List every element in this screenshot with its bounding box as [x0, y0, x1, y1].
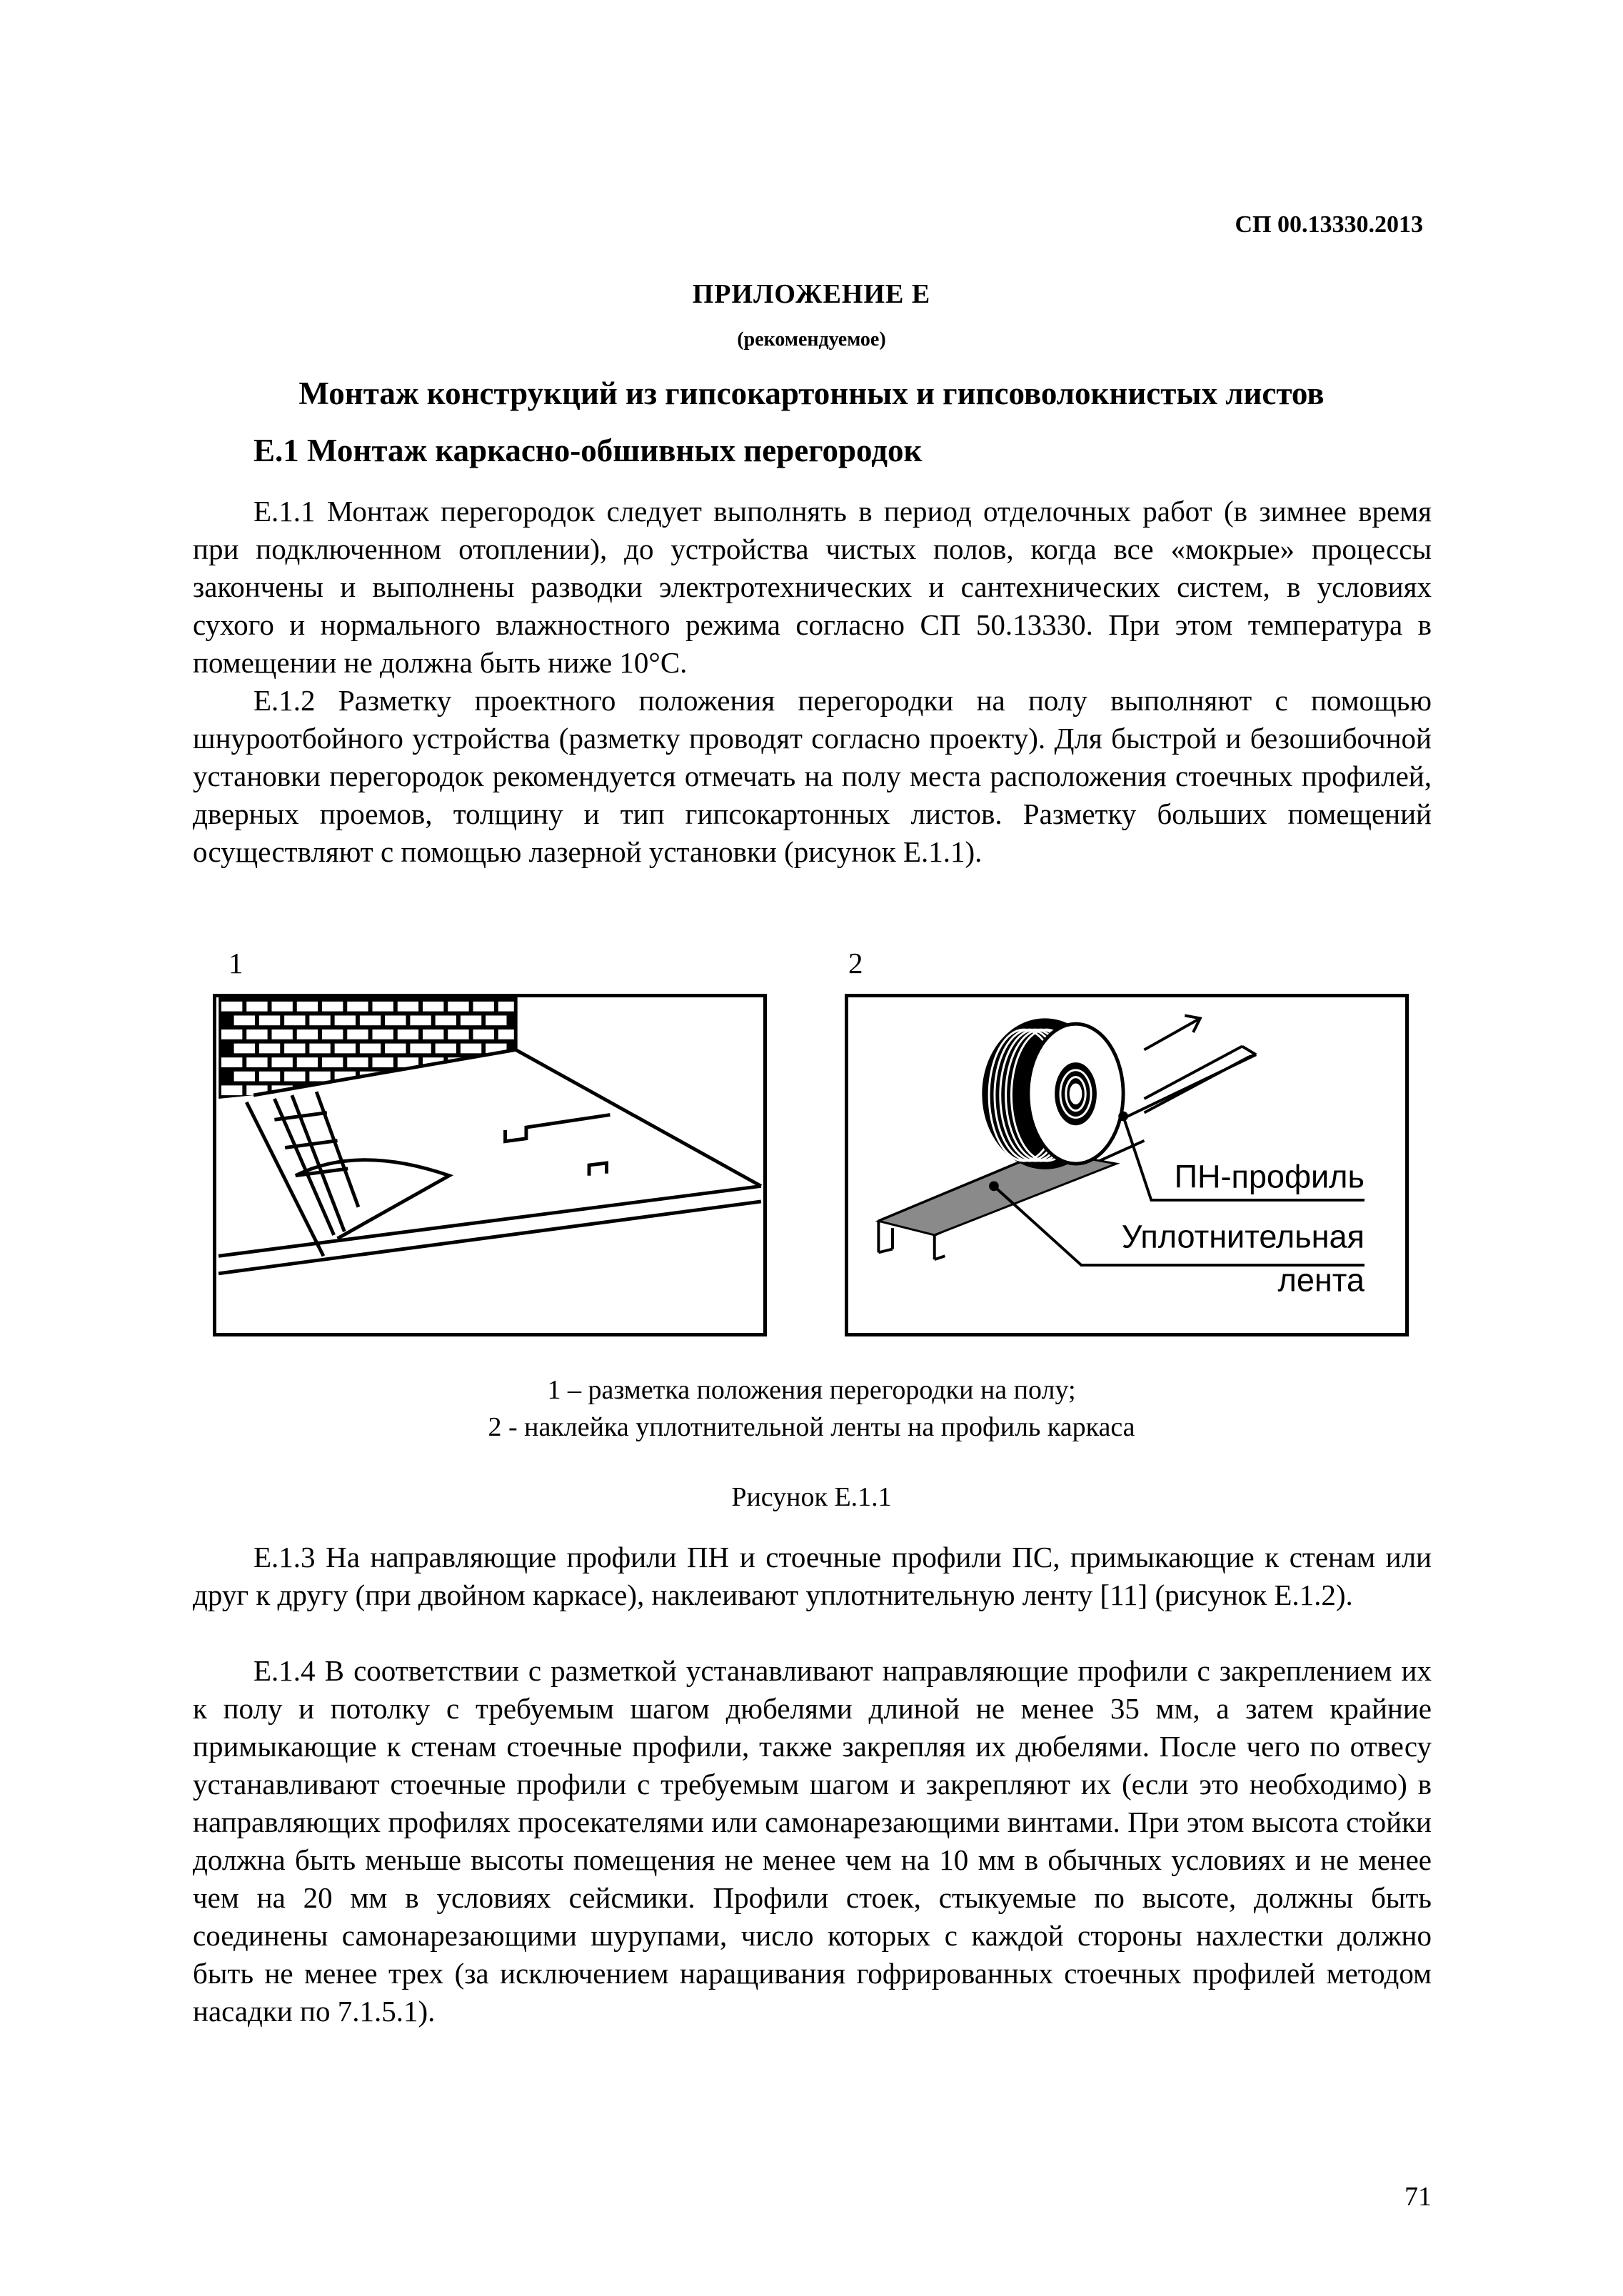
paragraph-e-1-3: Е.1.3 На направляющие профили ПН и стоечные профили ПС, примыкающие к стенам или друг к другу (при двойном каркасе), наклеивают уплотнительную ленту [11] (рисунок Е.1.2). [193, 1541, 1432, 1611]
figure-title: Рисунок Е.1.1 [731, 1482, 892, 1512]
appendix-note: (рекомендуемое) [737, 328, 886, 351]
paragraph-e-1-1: Е.1.1 Монтаж перегородок следует выполнять в период отделочных работ (в зимнее время при подключенном отоплении), до устройства чистых полов, когда все «мокрые» процессы закончены и выполнены разводки электротехнических и сантехнических систем, в условиях сухого и нормального влажностного режима согласно СП 50.13330. При этом температура в помещении не должна быть ниже 10°С. [193, 495, 1432, 679]
figure-panel-2-number: 2 [848, 947, 863, 980]
sealing-tape-drawing [848, 997, 1405, 1333]
appendix-title: ПРИЛОЖЕНИЕ Е [692, 279, 931, 309]
page-number: 71 [1405, 2182, 1432, 2212]
label-pn-profile: ПН-профиль [1174, 1158, 1365, 1195]
section-title: Е.1 Монтаж каркасно-обшивных перегородок [253, 433, 923, 468]
direction-arrow [1144, 1015, 1200, 1049]
main-title: Монтаж конструкций из гипсокартонных и гипсоволокнистых листов [298, 376, 1325, 411]
label-sealing-tape-line2: лента [1277, 1262, 1365, 1299]
floor-marking-drawing [216, 997, 763, 1333]
brick-wall [218, 997, 519, 1102]
paragraph-e-1-2: Е.1.2 Разметку проектного положения перегородки на полу выполняют с помощью шнуроотбойного устройства (разметку проводят согласно проекту). Для быстрой и безошибочной установки перегородок рекомендуется отмечать на полу места расположения стоечных профилей, дверных проемов, толщину и тип гипсокартонных листов. Разметку больших помещений осуществляют с помощью лазерной установки (рисунок Е.1.1). [193, 684, 1432, 868]
figure-panel-floor-marking [213, 994, 767, 1336]
tape-roll [982, 1018, 1123, 1169]
paragraph-e-1-4: Е.1.4 В соответствии с разметкой устанавливают направляющие профили с закреплением их к полу и потолку с требуемым шагом дюбелями длиной не менее 35 мм, а затем крайние примыкающие к стенам стоечные профили, также закрепляя их дюбелями. После чего по отвесу устанавливают стоечные профили с требуемым шагом и закрепляют их (если это необходимо) в направляющих профилях просекателями или самонарезающими винтами. При этом высота стойки должна быть меньше высоты помещения не менее чем на 10 мм в обычных условиях и не менее чем на 20 мм в условиях сейсмики. Профили стоек, стыкуемые по высоте, должны быть соединены самонарезающими шурупами, число которых с каждой стороны нахлестки должно быть не менее трех (за исключением наращивания гофрированных стоечных профилей методом насадки по 7.1.5.1). [193, 1654, 1432, 2028]
label-sealing-tape-line1: Уплотнительная [1121, 1218, 1365, 1255]
figure-caption-line-2: 2 - наклейка уплотнительной ленты на профиль каркаса [488, 1412, 1135, 1442]
figure-caption-line-1: 1 – разметка положения перегородки на полу; [547, 1375, 1076, 1405]
figure-panel-1-number: 1 [228, 947, 243, 980]
document-code: СП 00.13330.2013 [1235, 211, 1423, 238]
figure-panel-sealing-tape [845, 994, 1409, 1336]
